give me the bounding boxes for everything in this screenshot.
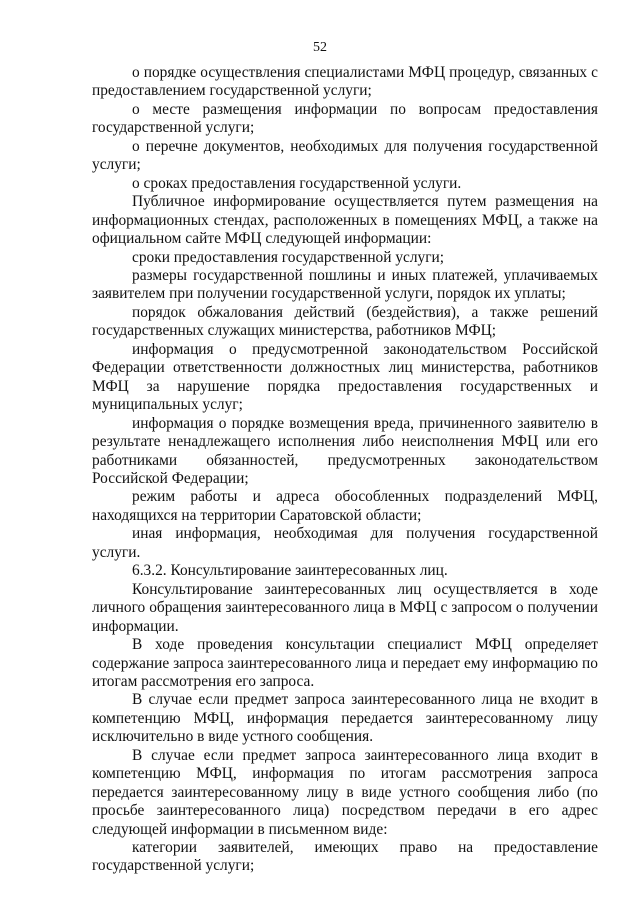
- paragraph: В случае если предмет запроса заинтересованного лица входит в компетенцию МФЦ, информация по итогам рассмотрения запроса передается заинтересованному лицу в виде устного сообщения либо (по просьбе заинтересованного лица) посредством передачи в его адрес следующей информации в письменном виде:: [92, 746, 598, 838]
- paragraph: о перечне документов, необходимых для получения государственной услуги;: [92, 137, 598, 174]
- section-heading: 6.3.2. Консультирование заинтересованных лиц.: [132, 562, 448, 580]
- paragraph: режим работы и адреса обособленных подразделений МФЦ, находящихся на территории Саратовской области;: [92, 488, 598, 524]
- paragraph: В случае если предмет запроса заинтересованного лица не входит в компетенцию МФЦ, информация передается заинтересованному лицу исключительно в виде устного сообщения.: [92, 691, 598, 746]
- page-number: 52: [313, 40, 327, 55]
- paragraph: информация о предусмотренной законодательством Российской Федерации ответственности должностных лиц министерства, работников МФЦ за нарушение порядка предоставления государственных и муниципальных услуг;: [92, 340, 598, 414]
- paragraph: о сроках предоставления государственной услуги.: [132, 174, 462, 192]
- paragraph: В ходе проведения консультации специалист МФЦ определяет содержание запроса заинтересованного лица и передает ему информацию по итогам рассмотрения его запроса.: [92, 636, 598, 690]
- document-body: [92, 64, 598, 876]
- paragraph: иная информация, необходимая для получения государственной услуги.: [92, 525, 598, 561]
- paragraph: категории заявителей, имеющих право на предоставление государственной услуги;: [92, 839, 598, 875]
- paragraph: порядок обжалования действий (бездействия), а также решений государственных служащих министерства, работников МФЦ;: [92, 303, 598, 340]
- paragraph: о порядке осуществления специалистами МФЦ процедур, связанных с предоставлением государственной услуги;: [92, 64, 598, 100]
- paragraph: информация о порядке возмещения вреда, причиненного заявителю в результате ненадлежащего исполнения либо неисполнения МФЦ или его работниками обязанностей, предусмотренных законодательством Российской Федерации;: [92, 414, 598, 487]
- paragraph: Публичное информирование осуществляется путем размещения на информационных стендах, расположенных в помещениях МФЦ, а также на официальном сайте МФЦ следующей информации:: [92, 193, 598, 248]
- paragraph: размеры государственной пошлины и иных платежей, уплачиваемых заявителем при получении государственной услуги, порядок их уплаты;: [92, 266, 598, 303]
- paragraph: Консультирование заинтересованных лиц осуществляется в ходе личного обращения заинтересованного лица в МФЦ с запросом о получении информации.: [92, 580, 598, 635]
- paragraph: о месте размещения информации по вопросам предоставления государственной услуги;: [92, 100, 598, 137]
- paragraph: сроки предоставления государственной услуги;: [132, 248, 445, 266]
